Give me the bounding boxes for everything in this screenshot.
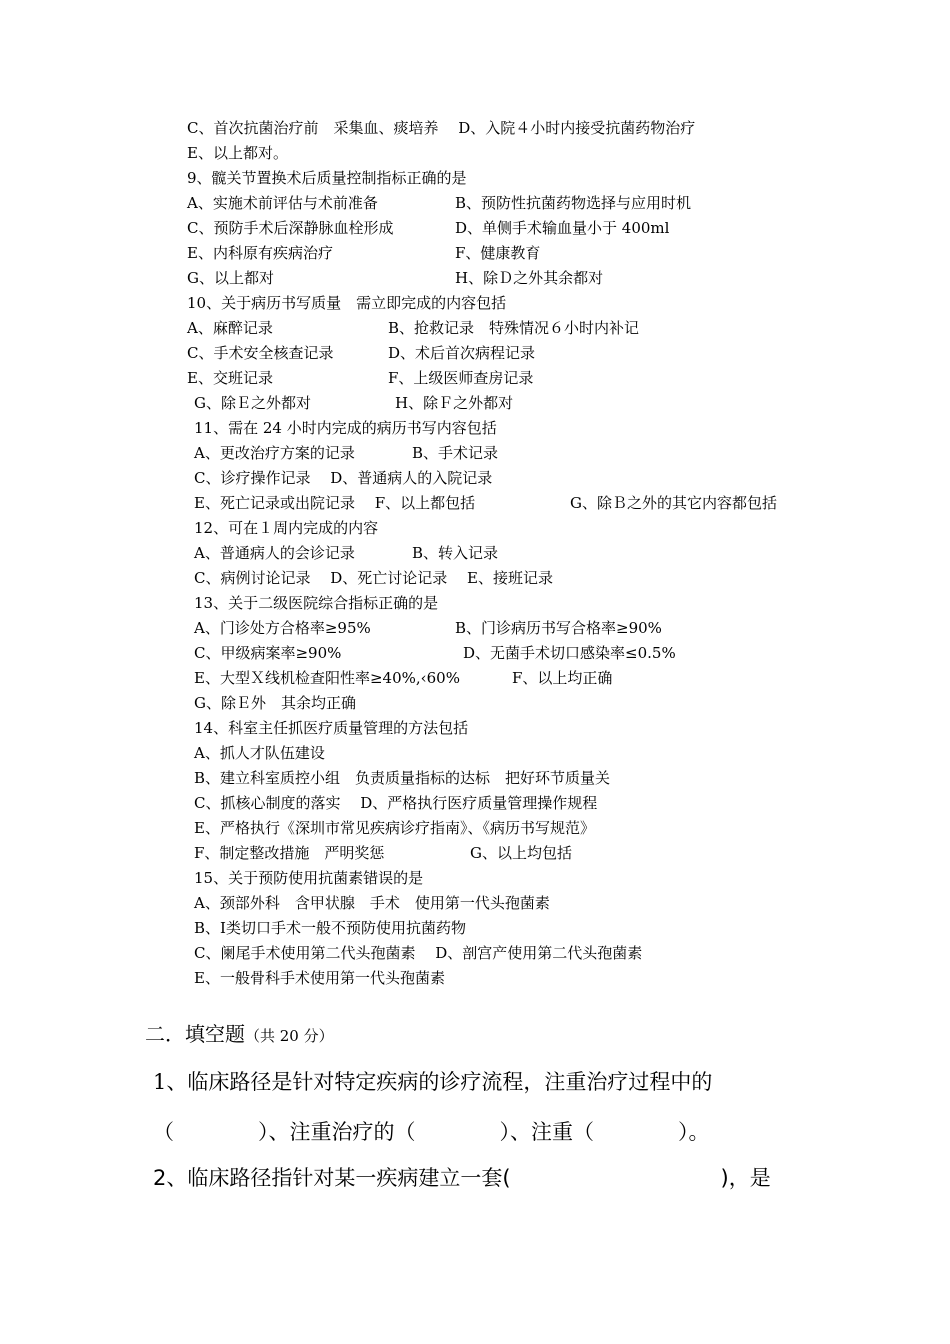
option-line: D、单侧手术输血量小于 400ml <box>455 219 670 237</box>
option-line: G、除Ｅ外 其余均正确 <box>194 694 356 712</box>
option-line: C、手术安全核查记录 <box>187 344 334 362</box>
option-line: B、建立科室质控小组 负责质量指标的达标 把好环节质量关 <box>194 769 611 787</box>
question-line: 12、可在１周内完成的内容 <box>194 519 379 537</box>
question-line: 13、关于二级医院综合指标正确的是 <box>194 594 439 612</box>
option-line: A、麻醉记录 <box>187 319 273 337</box>
option-line: G、除Ｂ之外的其它内容都包括 <box>570 494 777 512</box>
section-title: 二．填空题 <box>145 1022 245 1046</box>
question-line: 15、关于预防使用抗菌素错误的是 <box>194 869 424 887</box>
option-line: C、病例讨论记录 D、死亡讨论记录 E、接班记录 <box>194 569 553 587</box>
option-line: G、以上均包括 <box>470 844 572 862</box>
option-line: A、更改治疗方案的记录 <box>194 444 355 462</box>
fill-question-1-line-2: （ ）、注重治疗的（ ）、注重（ ）。 <box>153 1120 710 1144</box>
option-line: E、严格执行《深圳市常见疾病诊疗指南》、《病历书写规范》 <box>194 819 595 837</box>
option-line: G、除Ｅ之外都对 <box>194 394 311 412</box>
option-line: B、手术记录 <box>412 444 499 462</box>
question-line: 11、需在 24 小时内完成的病历书写内容包括 <box>194 419 497 437</box>
question-line: 10、关于病历书写质量 需立即完成的内容包括 <box>187 294 507 312</box>
option-line: A、门诊处方合格率≥95% <box>194 619 371 637</box>
option-line: A、抓人才队伍建设 <box>194 744 325 762</box>
option-line: D、术后首次病程记录 <box>388 344 536 362</box>
option-line: A、普通病人的会诊记录 <box>194 544 355 562</box>
option-line: H、除Ｆ之外都对 <box>395 394 514 412</box>
option-line: E、死亡记录或出院记录 F、以上都包括 <box>194 494 476 512</box>
fill-question-1-line-1: 1、临床路径是针对特定疾病的诊疗流程，注重治疗过程中的 <box>153 1070 713 1094</box>
section-score: （共 20 分） <box>245 1027 334 1045</box>
option-line: B、Ⅰ类切口手术一般不预防使用抗菌药物 <box>194 919 466 937</box>
question-line: 9、髋关节置换术后质量控制指标正确的是 <box>187 169 467 187</box>
option-line: E、一般骨科手术使用第一代头孢菌素 <box>194 969 445 987</box>
option-line: B、门诊病历书写合格率≥90% <box>455 619 662 637</box>
option-line: A、颈部外科 含甲状腺 手术 使用第一代头孢菌素 <box>194 894 550 912</box>
option-line: F、制定整改措施 严明奖惩 <box>194 844 385 862</box>
option-line: C、首次抗菌治疗前 采集血、痰培养 D、入院４小时内接受抗菌药物治疗 <box>187 119 696 137</box>
option-line: C、预防手术后深静脉血栓形成 <box>187 219 394 237</box>
option-line: G、以上都对 <box>187 269 274 287</box>
option-line: C、抓核心制度的落实 D、严格执行医疗质量管理操作规程 <box>194 794 598 812</box>
option-line: C、诊疗操作记录 D、普通病人的入院记录 <box>194 469 493 487</box>
option-line: C、阑尾手术使用第二代头孢菌素 D、剖宫产使用第二代头孢菌素 <box>194 944 643 962</box>
option-line: C、甲级病案率≥90% <box>194 644 342 662</box>
option-line: B、转入记录 <box>412 544 499 562</box>
option-line: E、内科原有疾病治疗 <box>187 244 333 262</box>
option-line: B、预防性抗菌药物选择与应用时机 <box>455 194 692 212</box>
option-line: E、交班记录 <box>187 369 273 387</box>
option-line: F、以上均正确 <box>512 669 613 687</box>
option-line: E、以上都对。 <box>187 144 288 162</box>
option-line: D、无菌手术切口感染率≤0.5% <box>463 644 676 662</box>
section-heading <box>145 1021 334 1049</box>
option-line: F、健康教育 <box>455 244 541 262</box>
question-line: 14、科室主任抓医疗质量管理的方法包括 <box>194 719 469 737</box>
option-line: H、除Ｄ之外其余都对 <box>455 269 604 287</box>
fill-question-2-line-1: 2、临床路径指针对某一疾病建立一套( )，是 <box>153 1166 771 1190</box>
option-line: F、上级医师查房记录 <box>388 369 534 387</box>
option-line: B、抢救记录 特殊情况６小时内补记 <box>388 319 640 337</box>
option-line: E、大型Ｘ线机检查阳性率≥40%,‹60% <box>194 669 460 687</box>
option-line: A、实施术前评估与术前准备 <box>187 194 378 212</box>
